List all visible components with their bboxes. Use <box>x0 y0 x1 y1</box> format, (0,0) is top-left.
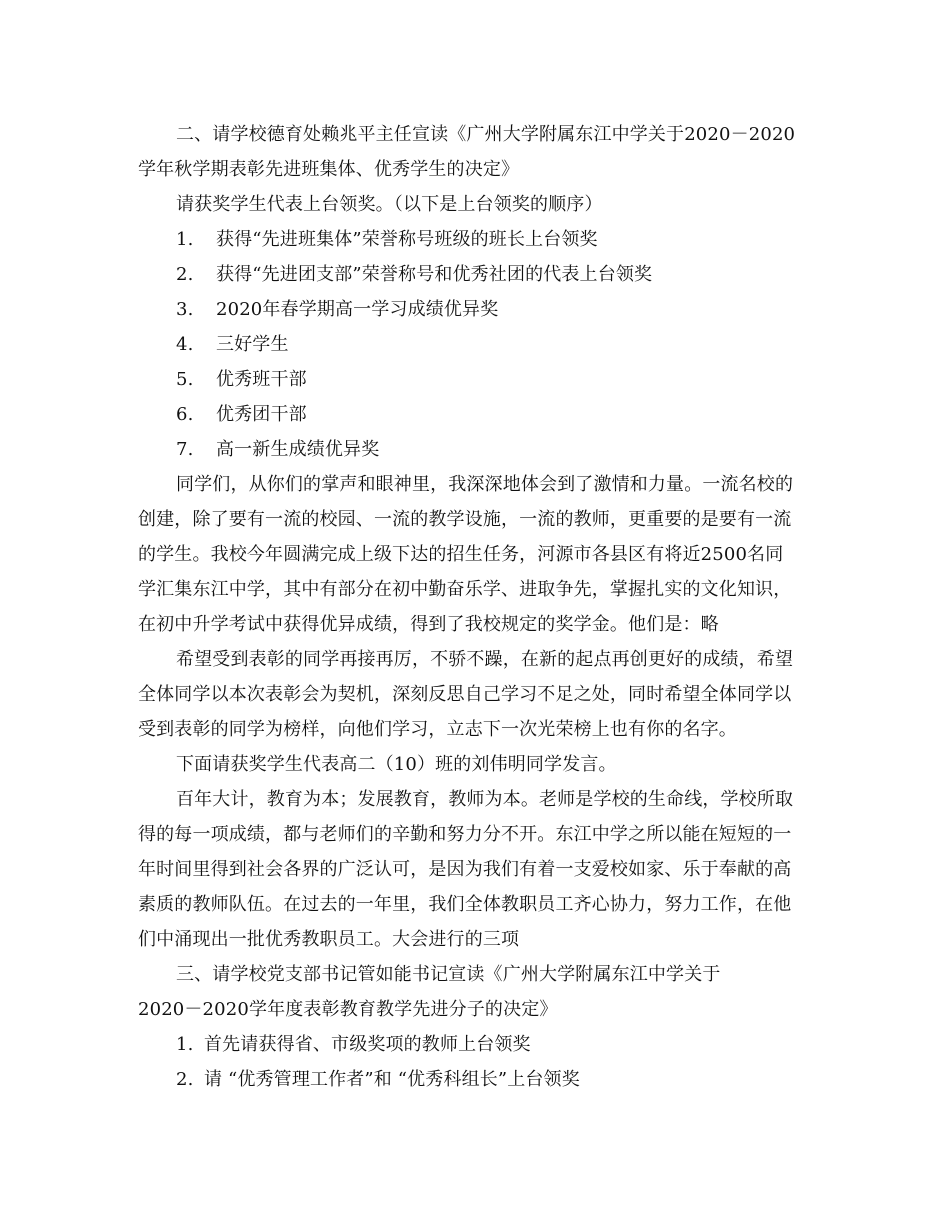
list-item-text: 优秀班干部 <box>216 369 307 390</box>
list-item-text: 高一新生成绩优异奖 <box>216 439 380 460</box>
list-item-text: 首先请获得省、市级奖项的教师上台领奖 <box>204 1034 531 1055</box>
list-item-text: 请 “优秀管理工作者”和 “优秀科组长”上台领奖 <box>204 1069 580 1090</box>
paragraph-line: 请获奖学生代表上台领奖。（以下是上台领奖的顺序） <box>176 194 603 215</box>
paragraph-line: 学年秋学期表彰先进班集体、优秀学生的决定》 <box>138 159 520 180</box>
list-item <box>138 222 814 257</box>
list-item <box>138 327 814 362</box>
list-number: 3. <box>176 299 194 320</box>
paragraph-line: 二、请学校德育处赖兆平主任宣读《广州大学附属东江中学关于2020－2020 <box>176 124 796 145</box>
list-item <box>138 1062 814 1097</box>
list-item <box>138 292 814 327</box>
paragraph-line: 学汇集东江中学，其中有部分在初中勤奋乐学、进取争先，掌握扎实的文化知识， <box>138 579 792 600</box>
list-number: 4. <box>176 334 194 355</box>
list-number: 1. <box>176 1034 194 1055</box>
list-number: 5. <box>176 369 194 390</box>
list-item-text: 获得“先进班集体”荣誉称号班级的班长上台领奖 <box>216 229 598 250</box>
paragraph-line: 受到表彰的同学为榜样，向他们学习，立志下一次光荣榜上也有你的名字。 <box>138 719 737 740</box>
document-body <box>138 117 814 1097</box>
paragraph-line: 百年大计，教育为本；发展教育，教师为本。老师是学校的生命线，学校所取 <box>176 789 794 810</box>
list-item <box>138 257 814 292</box>
list-number: 1. <box>176 229 194 250</box>
paragraph-line: 们中涌现出一批优秀教职员工。大会进行的三项 <box>138 929 520 950</box>
paragraph-line: 全体同学以本次表彰会为契机，深刻反思自己学习不足之处，同时希望全体同学以 <box>138 684 792 705</box>
list-item <box>138 1027 814 1062</box>
paragraph-line: 素质的教师队伍。在过去的一年里，我们全体教职员工齐心协力，努力工作，在他 <box>138 894 792 915</box>
list-number: 7. <box>176 439 194 460</box>
paragraph-line: 三、请学校党支部书记管如能书记宣读《广州大学附属东江中学关于 <box>176 964 721 985</box>
paragraph-line: 希望受到表彰的同学再接再厉，不骄不躁，在新的起点再创更好的成绩，希望 <box>176 649 794 670</box>
paragraph-line: 的学生。我校今年圆满完成上级下达的招生任务，河源市各县区有将近2500名同 <box>138 544 784 565</box>
list-item <box>138 432 814 467</box>
list-item-text: 三好学生 <box>216 334 289 355</box>
list-number: 2. <box>176 1069 194 1090</box>
paragraph-line: 2020－2020学年度表彰教育教学先进分子的决定》 <box>138 999 558 1020</box>
list-item-text: 优秀团干部 <box>216 404 307 425</box>
list-item <box>138 397 814 432</box>
paragraph-line: 年时间里得到社会各界的广泛认可，是因为我们有着一支爱校如家、乐于奉献的高 <box>138 859 792 880</box>
paragraph-line: 在初中升学考试中获得优异成绩，得到了我校规定的奖学金。他们是：略 <box>138 614 719 635</box>
list-item-text: 2020年春学期高一学习成绩优异奖 <box>216 299 499 320</box>
list-item-text: 获得“先进团支部”荣誉称号和优秀社团的代表上台领奖 <box>216 264 653 285</box>
paragraph-line: 创建，除了要有一流的校园、一流的教学设施，一流的教师，更重要的是要有一流 <box>138 509 792 530</box>
list-number: 2. <box>176 264 194 285</box>
paragraph-line: 得的每一项成绩，都与老师们的辛勤和努力分不开。东江中学之所以能在短短的一 <box>138 824 792 845</box>
list-item <box>138 362 814 397</box>
paragraph-line: 同学们，从你们的掌声和眼神里，我深深地体会到了激情和力量。一流名校的 <box>176 474 794 495</box>
paragraph-line: 下面请获奖学生代表高二（10）班的刘伟明同学发言。 <box>176 754 617 775</box>
list-number: 6. <box>176 404 194 425</box>
